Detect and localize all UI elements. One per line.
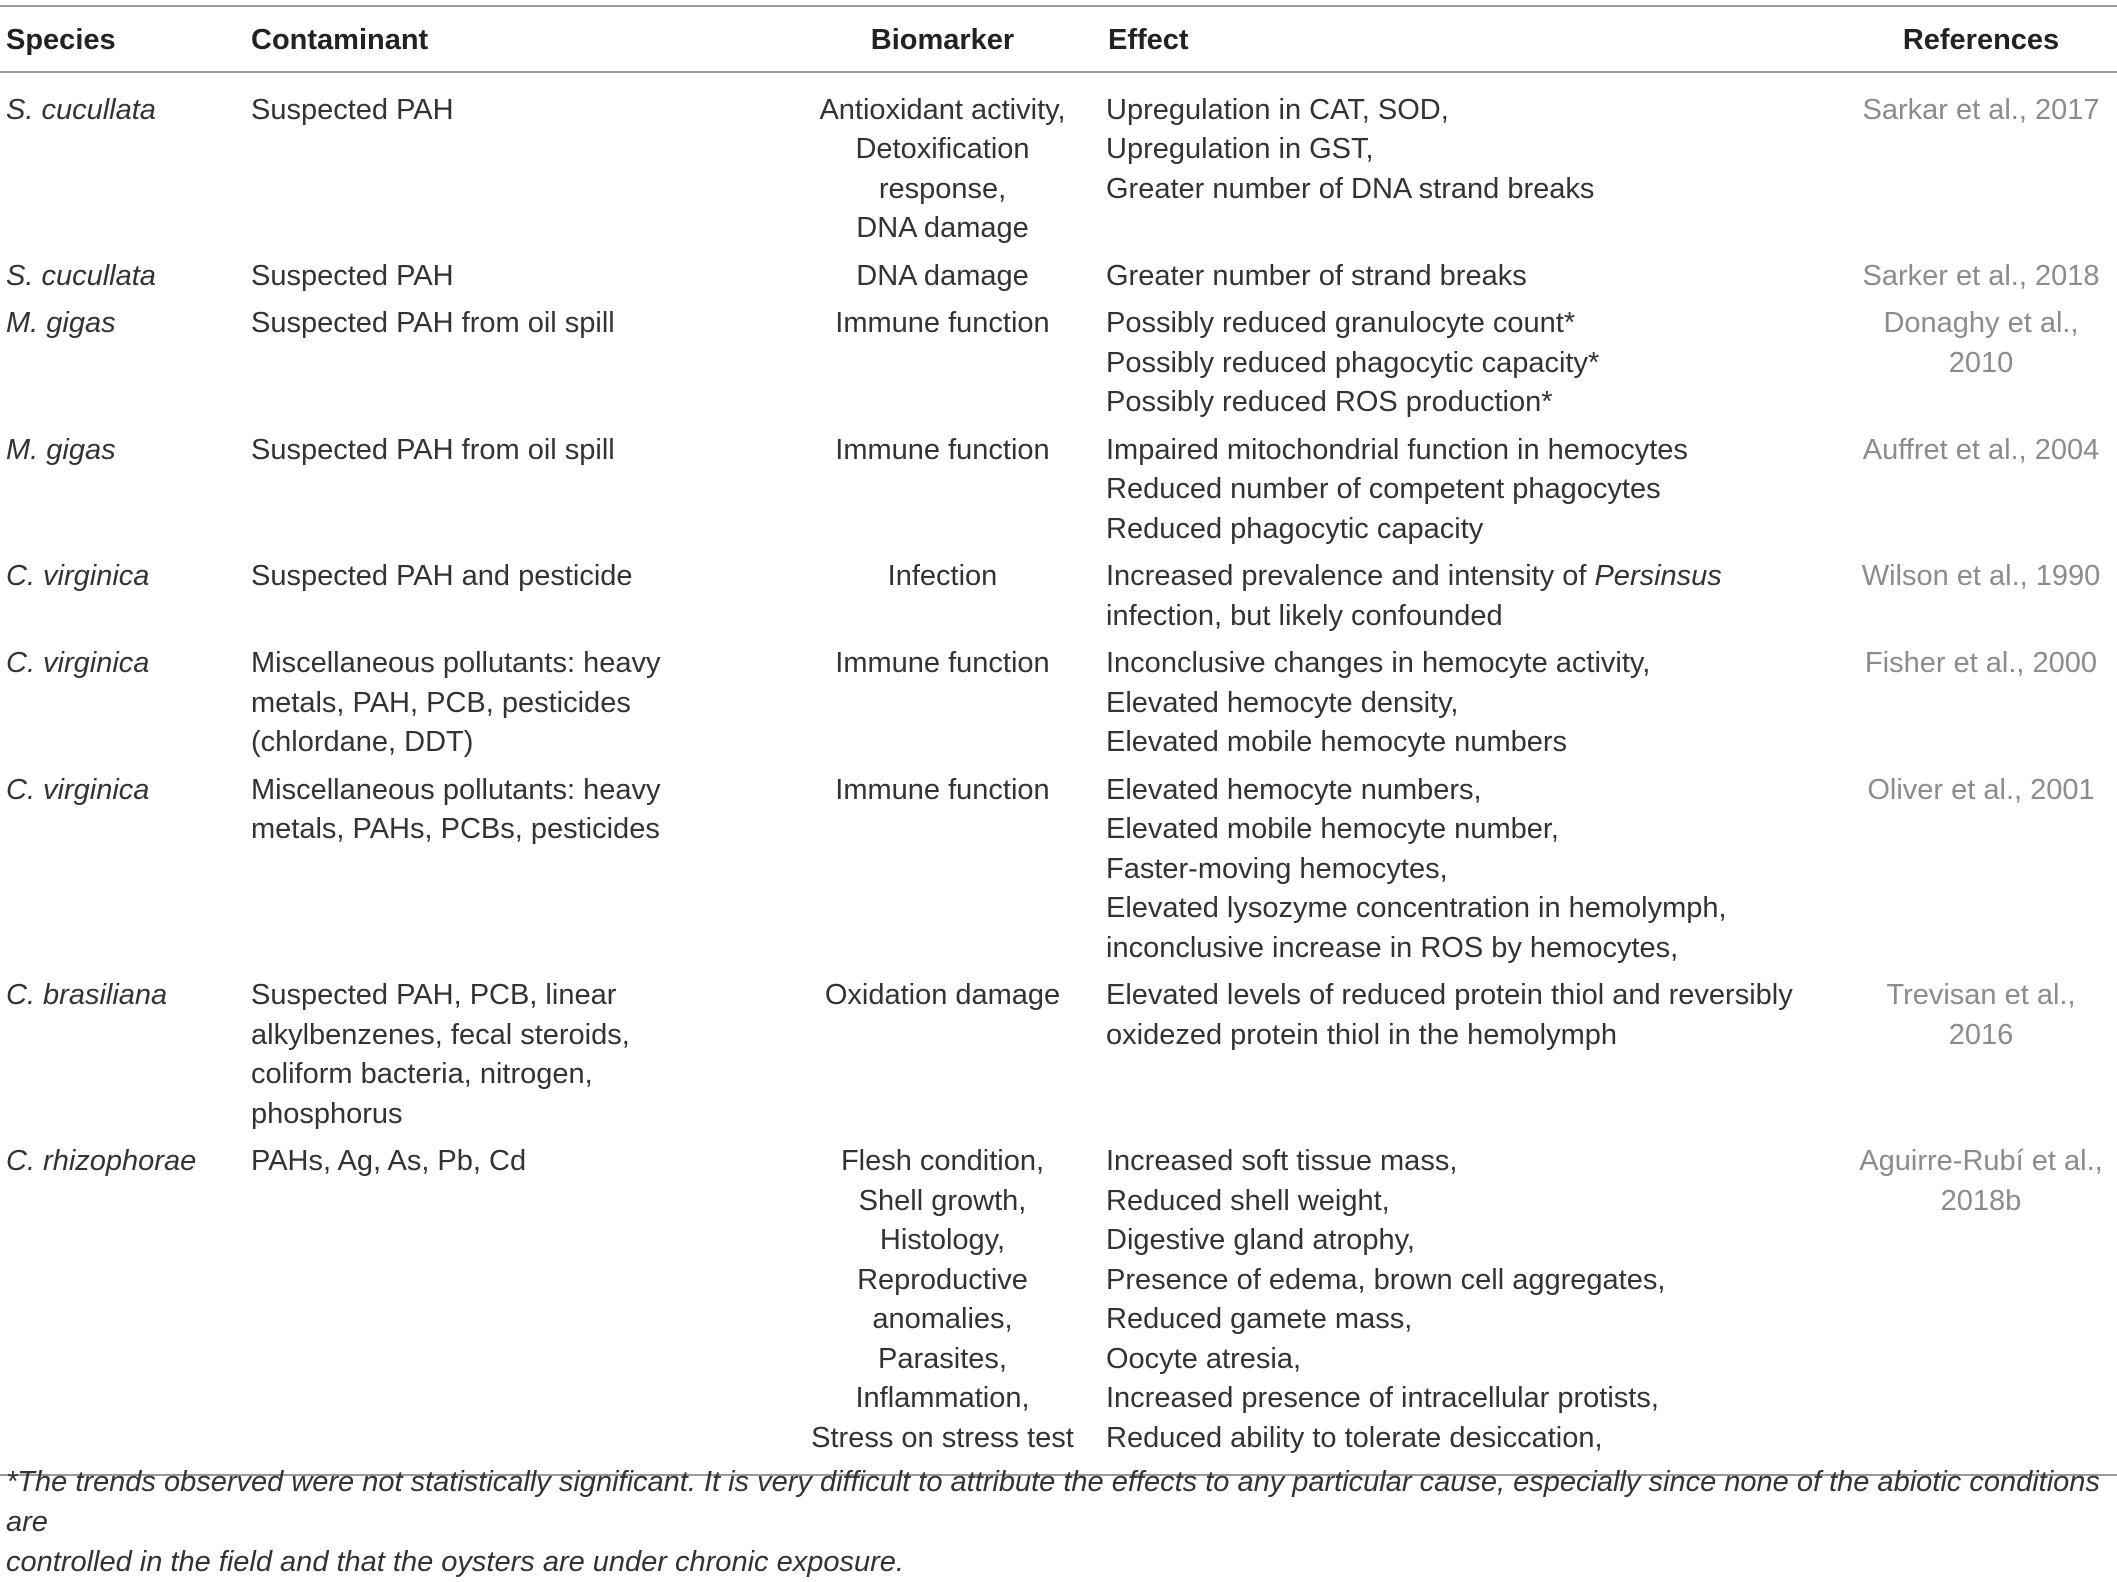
effect-cell (1102, 767, 1845, 973)
biomarker-line: Antioxidant activity, (819, 93, 1066, 126)
reference-line: Sarkar et al., 2017 (1862, 93, 2100, 126)
contaminant-cell (245, 253, 783, 301)
contaminant-line: Suspected PAH (251, 93, 454, 126)
biomarker-cell (783, 72, 1102, 253)
effect-cell (1102, 300, 1845, 427)
biomarker-line: Immune function (835, 647, 1050, 679)
reference-line: 2018b (1940, 1184, 2022, 1217)
biomarker-line: Immune function (835, 307, 1050, 339)
species-cell: C. virginica (6, 560, 150, 592)
reference-cell (1845, 972, 2117, 1138)
table-row (0, 640, 2117, 767)
effect-line: Elevated mobile hemocyte number, (1106, 813, 1559, 845)
contaminant-cell (245, 767, 783, 973)
biomarker-line: Histology, (879, 1224, 1006, 1256)
contaminant-cell (245, 1138, 783, 1475)
contaminant-cell (245, 640, 783, 767)
table-body (0, 72, 2117, 1476)
biomarker-cell (783, 972, 1102, 1138)
table-row (0, 972, 2117, 1138)
table-row (0, 300, 2117, 427)
header-species: Species (0, 6, 245, 72)
contaminant-cell (245, 553, 783, 640)
biomarker-line: Reproductive (857, 1263, 1028, 1296)
biomarker-line: DNA damage (856, 212, 1029, 244)
biomarker-line: Inflammation, (855, 1382, 1030, 1414)
contaminant-cell (245, 72, 783, 253)
biomarker-line: anomalies, (872, 1303, 1013, 1335)
contaminant-line: Miscellaneous pollutants: heavy (251, 773, 661, 806)
reference-line: Trevisan et al., 2016 (1886, 979, 2076, 1051)
effect-line: Elevated levels of reduced protein thiol and reversibly (1106, 979, 1793, 1011)
biomarker-line: DNA damage (856, 259, 1029, 292)
biomarker-line: Infection (887, 560, 998, 592)
contaminant-line: alkylbenzenes, fecal steroids, (251, 1018, 630, 1051)
contaminant-line: (chlordane, DDT) (251, 726, 474, 758)
contaminant-line: Suspected PAH and pesticide (251, 560, 633, 592)
biomarker-cell (783, 640, 1102, 767)
effect-line: Digestive gland atrophy, (1106, 1224, 1415, 1256)
contaminant-line: PAHs, Ag, As, Pb, Cd (251, 1145, 527, 1177)
reference-cell (1845, 427, 2117, 554)
contaminant-line: Suspected PAH, PCB, linear (251, 979, 617, 1011)
header-references: References (1845, 6, 2117, 72)
effect-line: Reduced phagocytic capacity (1106, 512, 1484, 545)
effect-line: Impaired mitochondrial function in hemocytes (1106, 433, 1688, 466)
biomarker-cell (783, 1138, 1102, 1475)
effect-genus-name: Persinsus (1594, 560, 1722, 592)
contaminant-line: Suspected PAH from oil spill (251, 307, 615, 339)
species-cell: S. cucullata (6, 259, 156, 292)
contaminant-line: Suspected PAH from oil spill (251, 433, 615, 466)
effect-line: Greater number of DNA strand breaks (1106, 172, 1595, 205)
effect-line: inconclusive increase in ROS by hemocytes, (1106, 931, 1679, 964)
reference-line: Auffret et al., 2004 (1862, 433, 2100, 466)
reference-cell (1845, 767, 2117, 973)
effect-cell (1102, 553, 1845, 640)
footnote-line: controlled in the field and that the oysters are under chronic exposure. (6, 1546, 904, 1578)
effect-line: Faster-moving hemocytes, (1106, 852, 1448, 885)
biomarker-line: Detoxification (855, 133, 1030, 165)
effect-line: Increased soft tissue mass, (1106, 1145, 1458, 1177)
contaminant-line: phosphorus (251, 1097, 403, 1130)
header-effect: Effect (1102, 6, 1845, 72)
effect-line: Elevated lysozyme concentration in hemolymph, (1106, 892, 1727, 924)
biomarker-line: Parasites, (878, 1342, 1007, 1375)
contaminant-line: coliform bacteria, nitrogen, (251, 1058, 593, 1090)
effect-line: Reduced gamete mass, (1106, 1303, 1413, 1335)
header-biomarker: Biomarker (783, 6, 1102, 72)
effect-cell (1102, 427, 1845, 554)
biomarker-cell (783, 253, 1102, 301)
species-cell: C. virginica (6, 647, 150, 679)
effect-line: Presence of edema, brown cell aggregates, (1106, 1263, 1666, 1296)
reference-cell (1845, 72, 2117, 253)
contaminant-cell (245, 972, 783, 1138)
effect-line (1106, 557, 1839, 597)
effect-line: oxidezed protein thiol in the hemolymph (1106, 1018, 1618, 1051)
reference-line: Fisher et al., 2000 (1864, 647, 2098, 679)
footnote-line: *The trends observed were not statistically significant. It is very difficult to attribute the effects to any particular cause, especially since none of the abiotic conditions are (6, 1466, 2100, 1538)
effect-cell (1102, 640, 1845, 767)
species-cell: C. brasiliana (6, 979, 168, 1011)
contaminant-cell (245, 427, 783, 554)
header-row (0, 6, 2117, 72)
effect-line: Elevated hemocyte density, (1106, 686, 1459, 719)
reference-cell (1845, 300, 2117, 427)
reference-line: Sarker et al., 2018 (1862, 259, 2100, 292)
reference-cell (1845, 253, 2117, 301)
table-row (0, 427, 2117, 554)
reference-cell (1845, 1138, 2117, 1475)
effect-cell (1102, 253, 1845, 301)
reference-line: Donaghy et al., (1883, 307, 2079, 339)
reference-line: 2010 (1948, 346, 2014, 379)
species-cell: S. cucullata (6, 93, 156, 126)
biomarker-line: Immune function (835, 773, 1050, 806)
table-footnote (6, 1462, 2106, 1582)
oyster-biomarker-table (0, 5, 2117, 1476)
table-row (0, 72, 2117, 253)
contaminant-line: metals, PAH, PCB, pesticides (251, 686, 631, 719)
biomarker-line: Shell growth, (858, 1184, 1027, 1217)
effect-line: Reduced shell weight, (1106, 1184, 1390, 1217)
table-row (0, 1138, 2117, 1475)
biomarker-line: Oxidation damage (824, 979, 1061, 1011)
effect-line: infection, but likely confounded (1106, 599, 1503, 632)
effect-line: Possibly reduced ROS production* (1106, 386, 1553, 418)
table-row (0, 553, 2117, 640)
effect-line: Oocyte atresia, (1106, 1342, 1302, 1375)
reference-line: Aguirre-Rubí et al., (1859, 1145, 2103, 1177)
reference-cell (1845, 640, 2117, 767)
species-cell: C. virginica (6, 773, 150, 806)
biomarker-cell (783, 300, 1102, 427)
biomarker-line: Flesh condition, (840, 1145, 1045, 1177)
species-cell: C. rhizophorae (0, 1138, 245, 1475)
header-contaminant: Contaminant (245, 6, 783, 72)
effect-line: Elevated hemocyte numbers, (1106, 773, 1482, 806)
effect-text: Increased prevalence and intensity of (1106, 560, 1595, 592)
contaminant-line: Miscellaneous pollutants: heavy (251, 647, 661, 679)
effect-line: Increased presence of intracellular protists, (1106, 1382, 1659, 1414)
biomarker-line: Stress on stress test (811, 1421, 1074, 1454)
biomarker-cell (783, 427, 1102, 554)
biomarker-line: response, (878, 172, 1007, 205)
effect-line: Reduced ability to tolerate desiccation, (1106, 1421, 1603, 1454)
reference-line: Wilson et al., 1990 (1861, 560, 2101, 592)
effect-line: Greater number of strand breaks (1106, 259, 1527, 292)
contaminant-line: Suspected PAH (251, 259, 454, 292)
effect-cell (1102, 972, 1845, 1138)
contaminant-line: metals, PAHs, PCBs, pesticides (251, 813, 660, 845)
table-row (0, 253, 2117, 301)
biomarker-line: Immune function (835, 433, 1050, 466)
table-row (0, 767, 2117, 973)
effect-line: Reduced number of competent phagocytes (1106, 473, 1661, 505)
species-cell: M. gigas (6, 307, 116, 339)
effect-cell (1102, 1138, 1845, 1475)
biomarker-cell (783, 767, 1102, 973)
effect-line: Possibly reduced granulocyte count* (1106, 307, 1576, 339)
effect-line: Possibly reduced phagocytic capacity* (1106, 346, 1600, 379)
effect-cell (1102, 72, 1845, 253)
table-header (0, 6, 2117, 72)
reference-cell (1845, 553, 2117, 640)
effect-line: Upregulation in CAT, SOD, (1106, 93, 1449, 126)
reference-line: Oliver et al., 2001 (1867, 773, 2095, 806)
biomarker-cell (783, 553, 1102, 640)
effect-line: Elevated mobile hemocyte numbers (1106, 726, 1568, 758)
species-cell: M. gigas (6, 433, 116, 466)
contaminant-cell (245, 300, 783, 427)
effect-line: Inconclusive changes in hemocyte activity, (1106, 647, 1651, 679)
effect-line: Upregulation in GST, (1106, 133, 1374, 165)
